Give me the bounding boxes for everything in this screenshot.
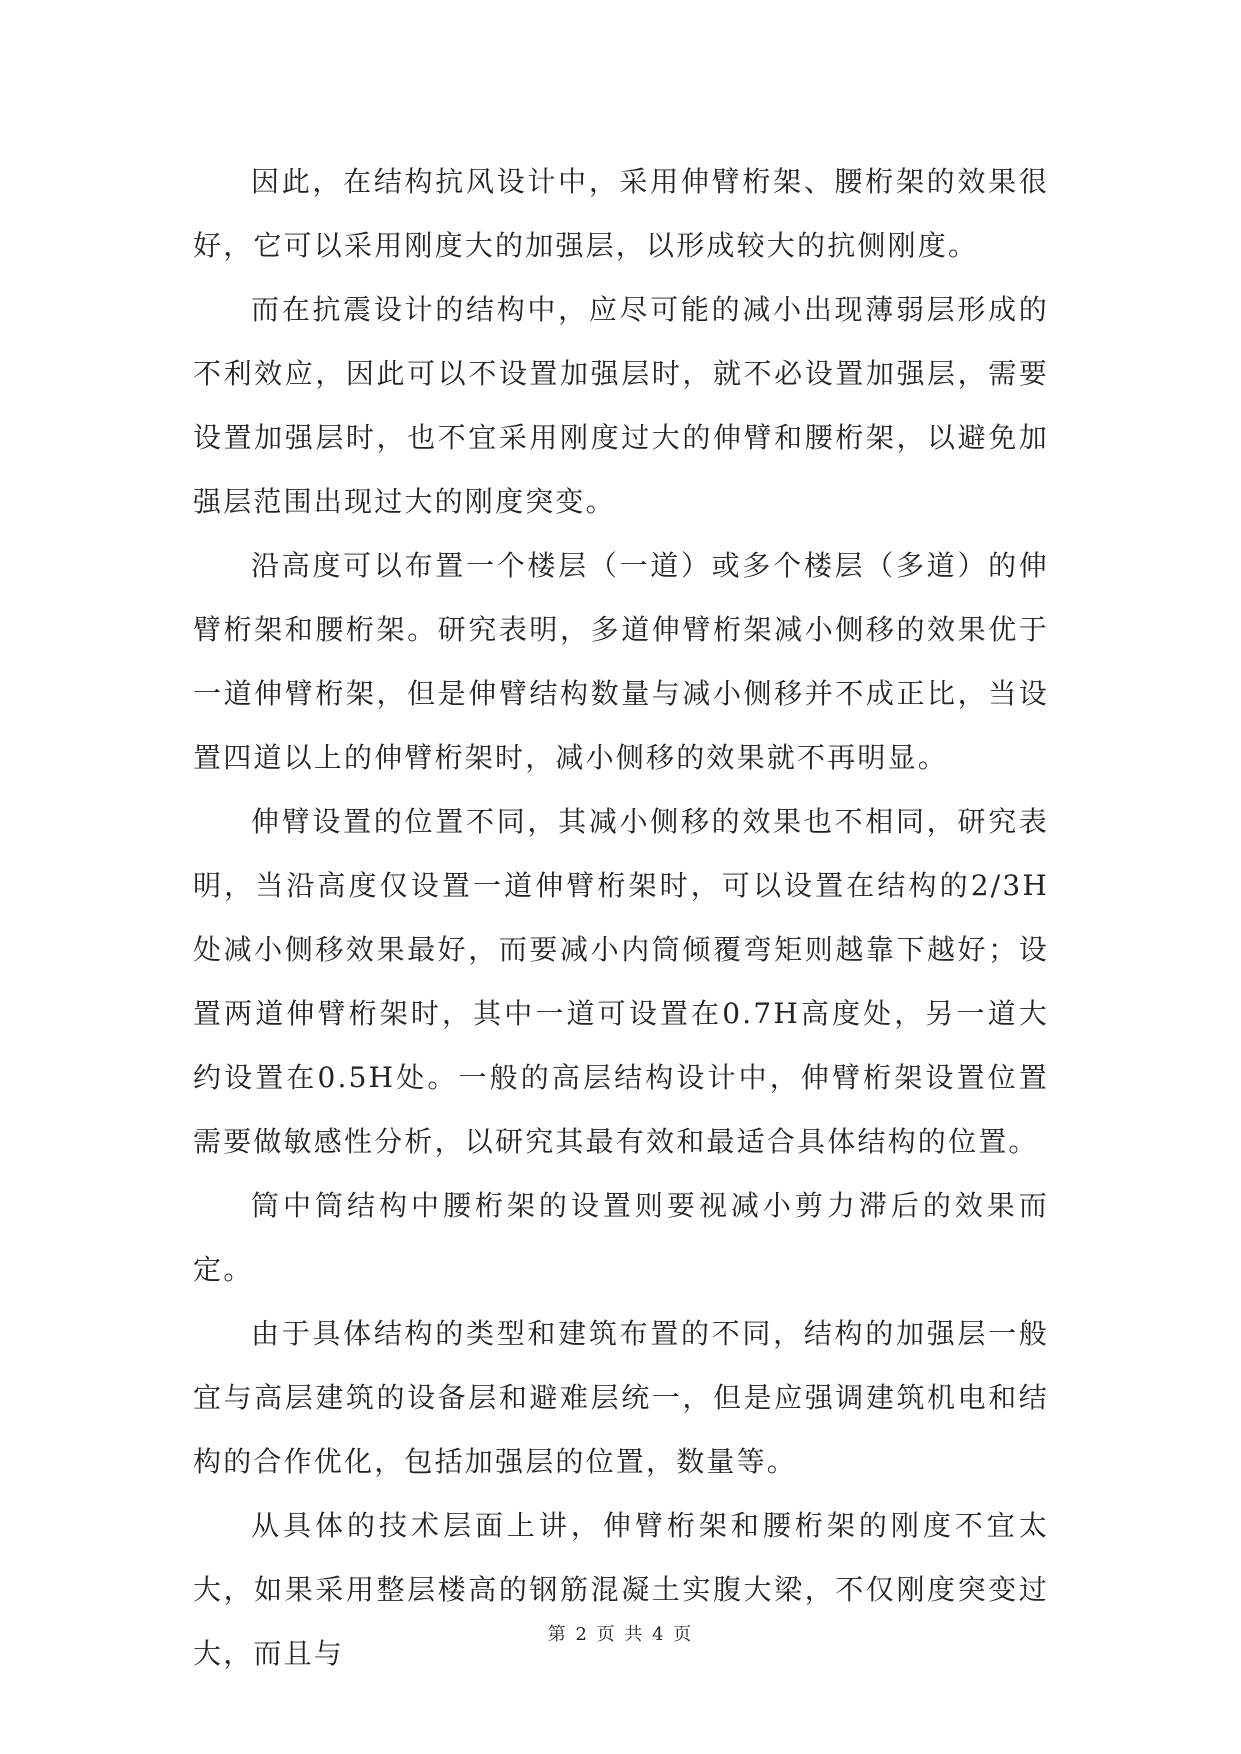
- paragraph-2: 而在抗震设计的结构中，应尽可能的减小出现薄弱层形成的不利效应，因此可以不设置加强层时，就不必设置加强层，需要设置加强层时，也不宜采用刚度过大的伸臂和腰桁架，以避免加强层范围出现过大的刚度突变。: [193, 293, 1049, 518]
- paragraph-5: 筒中筒结构中腰桁架的设置则要视减小剪力滞后的效果而定。: [193, 1189, 1049, 1286]
- paragraph-6: 由于具体结构的类型和建筑布置的不同，结构的加强层一般宜与高层建筑的设备层和避难层统一，但是应强调建筑机电和结构的合作优化，包括加强层的位置，数量等。: [193, 1317, 1049, 1478]
- paragraph-7: 从具体的技术层面上讲，伸臂桁架和腰桁架的刚度不宜太大，如果采用整层楼高的钢筋混凝土实腹大梁，不仅刚度突变过大，而且与: [193, 1509, 1049, 1670]
- paragraph-1: 因此，在结构抗风设计中，采用伸臂桁架、腰桁架的效果很好，它可以采用刚度大的加强层，以形成较大的抗侧刚度。: [193, 165, 1049, 262]
- body-text: [193, 150, 1049, 1686]
- page-number-footer: 第 2 页 共 4 页: [547, 1624, 694, 1645]
- paragraph-3: 沿高度可以布置一个楼层（一道）或多个楼层（多道）的伸臂桁架和腰桁架。研究表明，多道伸臂桁架减小侧移的效果优于一道伸臂桁架，但是伸臂结构数量与减小侧移并不成正比，当设置四道以上的伸臂桁架时，减小侧移的效果就不再明显。: [193, 549, 1049, 774]
- paragraph-4: 伸臂设置的位置不同，其减小侧移的效果也不相同，研究表明，当沿高度仅设置一道伸臂桁架时，可以设置在结构的2/3H处减小侧移效果最好，而要减小内筒倾覆弯矩则越靠下越好；设置两道伸臂桁架时，其中一道可设置在0.7H高度处，另一道大约设置在0.5H处。一般的高层结构设计中，伸臂桁架设置位置需要做敏感性分析，以研究其最有效和最适合具体结构的位置。: [193, 805, 1049, 1158]
